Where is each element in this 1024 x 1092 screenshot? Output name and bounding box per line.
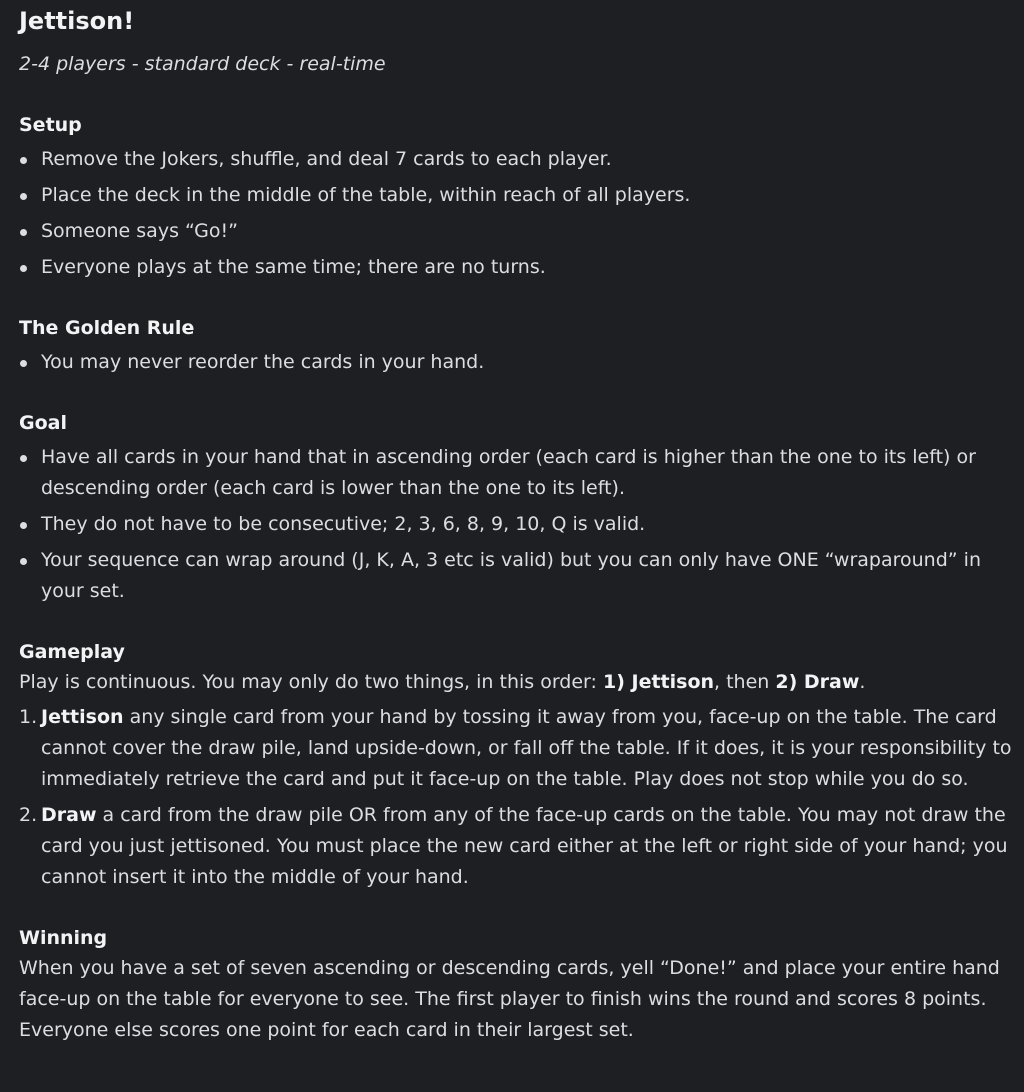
list-item: Your sequence can wrap around (J, K, A, 3 etc is valid) but you can only have ONE “wraparound” in your set. xyxy=(19,545,1014,607)
step-text: a card from the draw pile OR from any of the face-up cards on the table. You may not draw the card you just jettisoned. You must place the new card either at the left or right side of your hand; you cannot insert it into the middle of your hand. xyxy=(41,804,1008,888)
gameplay-intro-mid: , then xyxy=(714,671,776,693)
setup-list xyxy=(19,144,1014,283)
winning-section xyxy=(19,923,1014,1046)
subtitle: 2-4 players - standard deck - real-time xyxy=(19,53,386,75)
gameplay-heading: Gameplay xyxy=(19,641,125,663)
step-keyword: Jettison xyxy=(41,706,124,728)
list-item: You may never reorder the cards in your hand. xyxy=(19,347,1014,378)
step-text: any single card from your hand by tossing it away from you, face-up on the table. The card cannot cover the draw pile, land upside-down, or fall off the table. If it does, it is your responsibility to immediately retrieve the card and put it face-up on the table. Play does not stop while you do so. xyxy=(41,706,1012,790)
page-title: Jettison! xyxy=(19,7,135,35)
step-keyword: Draw xyxy=(41,804,97,826)
step-item xyxy=(19,702,1014,795)
gameplay-intro-text: Play is continuous. You may only do two things, in this order: xyxy=(19,671,603,693)
golden-rule-heading: The Golden Rule xyxy=(19,317,195,339)
list-item: Remove the Jokers, shuffle, and deal 7 cards to each player. xyxy=(19,144,1014,175)
gameplay-intro-step-2: 2) Draw xyxy=(775,671,860,693)
gameplay-intro-end: . xyxy=(859,671,866,693)
step-item xyxy=(19,800,1014,893)
list-item: Place the deck in the middle of the table, within reach of all players. xyxy=(19,180,1014,211)
winning-heading: Winning xyxy=(19,927,108,949)
gameplay-section xyxy=(19,637,1014,893)
step-number: 1. xyxy=(19,706,38,728)
list-item: Have all cards in your hand that in ascending order (each card is higher than the one to its left) or descending order (each card is lower than the one to its left). xyxy=(19,442,1014,504)
gameplay-steps xyxy=(19,702,1014,893)
rules-document xyxy=(19,3,1014,1046)
golden-rule-list xyxy=(19,347,1014,378)
golden-rule-section xyxy=(19,313,1014,378)
goal-section xyxy=(19,408,1014,607)
step-number: 2. xyxy=(19,804,38,826)
list-item: Everyone plays at the same time; there are no turns. xyxy=(19,252,1014,283)
goal-list xyxy=(19,442,1014,607)
list-item: Someone says “Go!” xyxy=(19,216,1014,247)
gameplay-intro-step-1: 1) Jettison xyxy=(602,671,715,693)
setup-heading: Setup xyxy=(19,114,82,136)
gameplay-intro xyxy=(19,667,1014,698)
winning-text: When you have a set of seven ascending or descending cards, yell “Done!” and place your entire hand face-up on the table for everyone to see. The first player to finish wins the round and scores 8 points. Everyone else scores one point for each card in their largest set. xyxy=(19,957,1000,1041)
setup-section xyxy=(19,110,1014,283)
goal-heading: Goal xyxy=(19,412,67,434)
list-item: They do not have to be consecutive; 2, 3, 6, 8, 9, 10, Q is valid. xyxy=(19,509,1014,540)
